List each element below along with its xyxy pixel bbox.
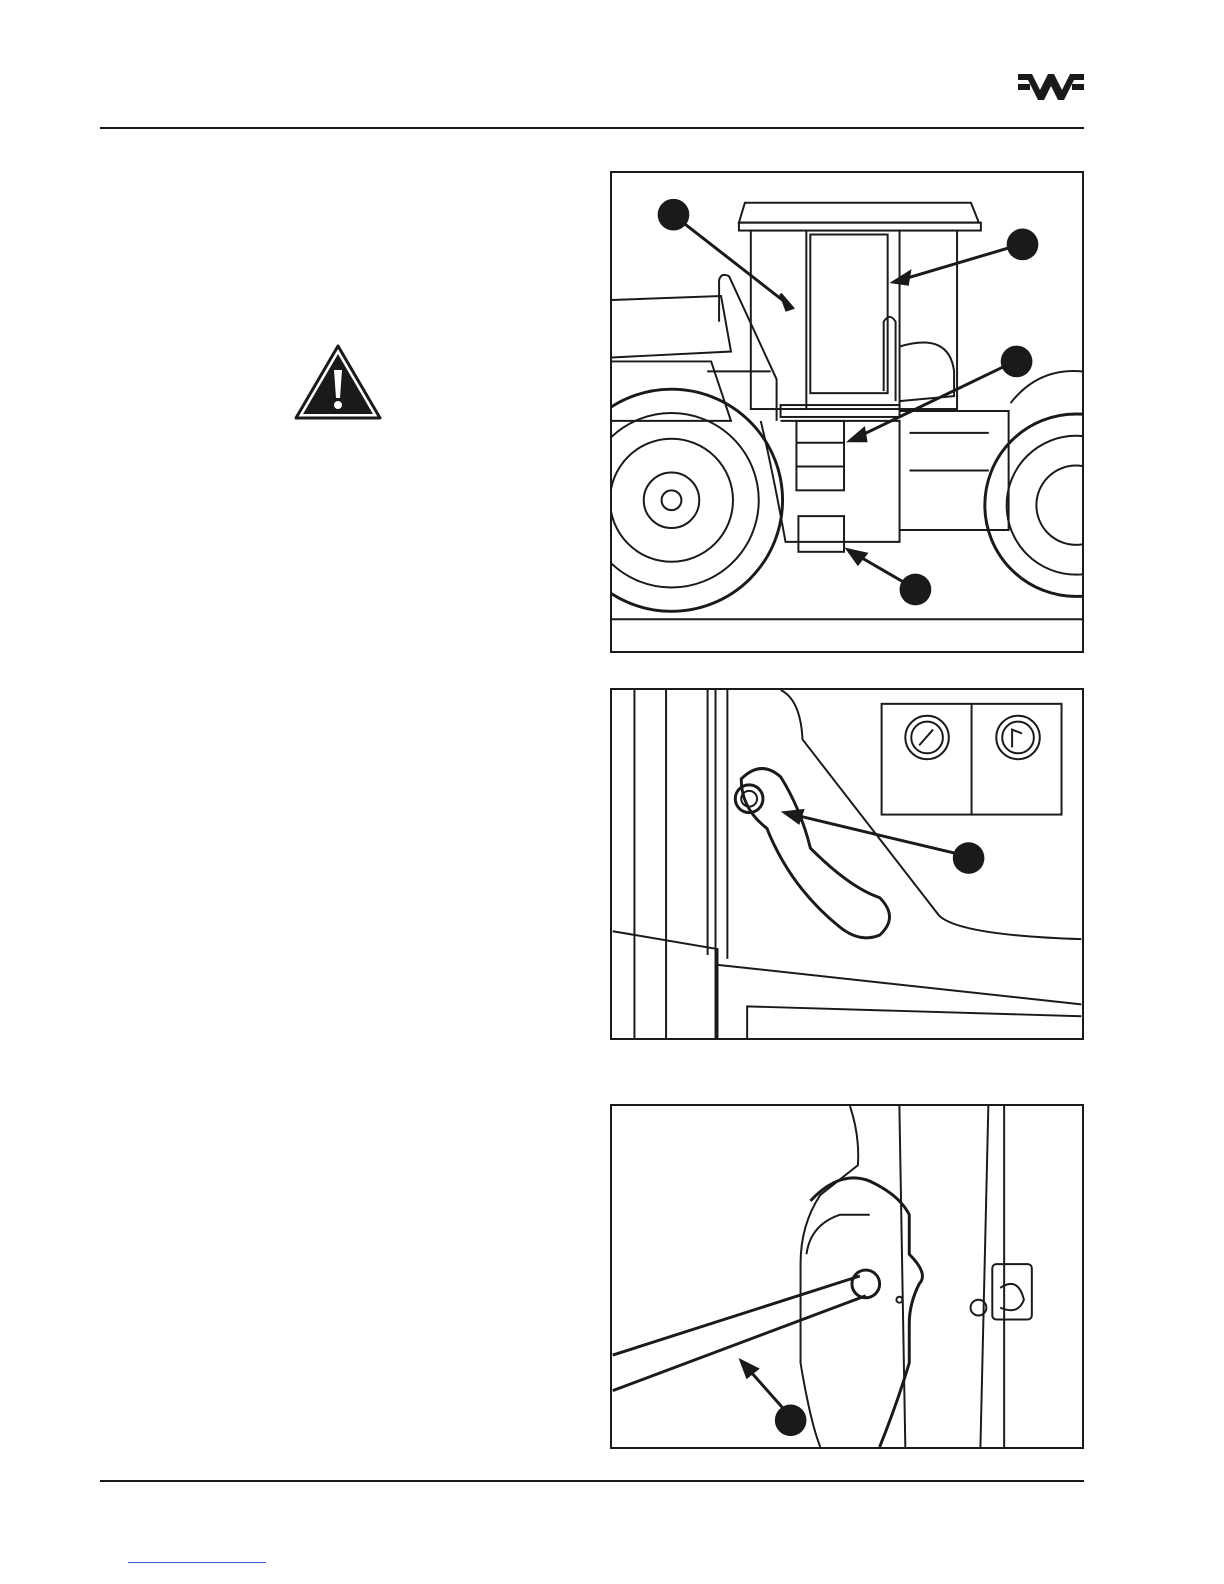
figure-door-handle-lock xyxy=(610,688,1084,1040)
footer-link-underline[interactable] xyxy=(128,1562,266,1563)
callout-marker-2 xyxy=(1007,229,1039,261)
brand-logo-icon xyxy=(1018,70,1084,106)
figure-cab-access xyxy=(610,171,1084,653)
tractor-cab-illustration xyxy=(612,173,1082,651)
callout-marker-6 xyxy=(775,1404,807,1436)
footer-rule xyxy=(100,1480,1084,1482)
door-handle-illustration xyxy=(612,690,1082,1038)
callout-marker-4 xyxy=(900,574,932,606)
header-rule xyxy=(100,127,1084,129)
warning-triangle-icon xyxy=(294,344,382,420)
callout-marker-1 xyxy=(658,199,690,231)
callout-marker-5 xyxy=(953,842,985,874)
door-hinge-illustration xyxy=(612,1106,1082,1447)
callout-marker-3 xyxy=(1001,346,1033,378)
figure-door-hinge-rod xyxy=(610,1104,1084,1449)
